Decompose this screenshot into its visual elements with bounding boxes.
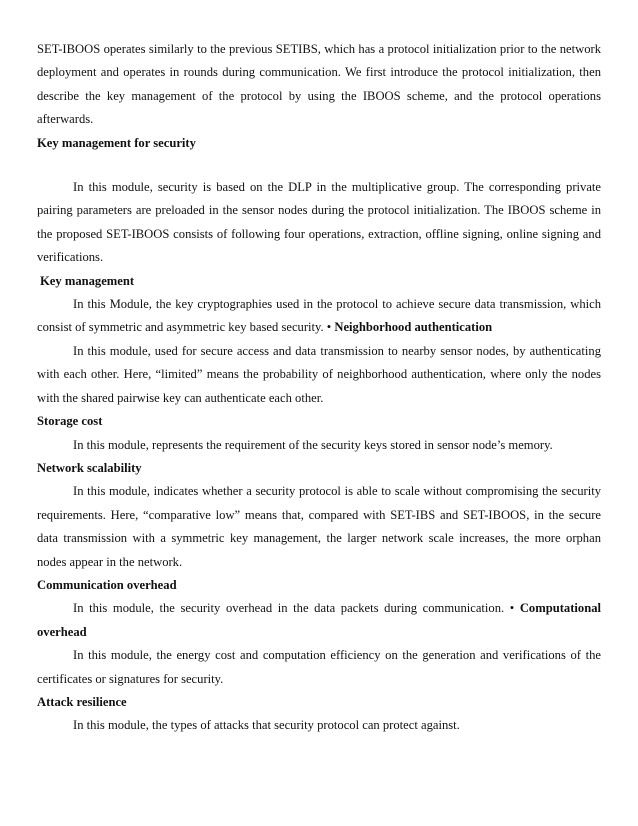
heading-network-scalability: Network scalability <box>37 460 142 475</box>
spacer <box>37 155 601 176</box>
intro-paragraph: SET-IBOOS operates similarly to the previous SETIBS, which has a protocol initialization prior to the network deployment and operates in rounds during communication. We first introduce the protocol initialization, then describe the key management of the protocol by using the IBOOS scheme, and the protocol operations afterwards. <box>37 42 601 127</box>
paragraph-neighborhood-authentication: In this module, used for secure access and data transmission to nearby sensor nodes, by authenticating with each other. Here, “limited” means the probability of neighborhood authentication, where only the nodes with the shared pairwise key can authenticate each other. <box>37 343 601 405</box>
heading-communication-overhead: Communication overhead <box>37 577 177 592</box>
paragraph-communication-overhead-text: In this module, the security overhead in the data packets during communication. • <box>73 601 515 616</box>
heading-storage-cost: Storage cost <box>37 414 103 429</box>
paragraph-computational-overhead: In this module, the energy cost and computation efficiency on the generation and verifications of the certificates or signatures for security. <box>37 648 601 686</box>
heading-computational-overhead: Computational overhead <box>37 601 601 639</box>
paragraph-communication-overhead <box>37 597 601 644</box>
document-page <box>37 38 601 738</box>
paragraph-storage-cost: In this module, represents the requirement of the security keys stored in sensor node’s memory. <box>73 437 553 452</box>
heading-attack-resilience: Attack resilience <box>37 694 127 709</box>
paragraph-network-scalability: In this module, indicates whether a security protocol is able to scale without compromising the security requirements. Here, “comparative low” means that, compared with SET-IBS and SET-IBOOS, in the secure data transmission with a symmetric key management, the larger network scale increases, the more orphan nodes appear in the network. <box>37 484 601 569</box>
paragraph-key-management <box>37 293 601 340</box>
heading-key-management-for-security: Key management for security <box>37 135 196 150</box>
paragraph-key-management-text: In this Module, the key cryptographies used in the protocol to achieve secure data transmission, which consist of symmetric and asymmetric key based security. • <box>37 297 601 335</box>
paragraph-attack-resilience: In this module, the types of attacks that security protocol can protect against. <box>73 718 460 733</box>
paragraph-key-management-for-security: In this module, security is based on the DLP in the multiplicative group. The corresponding private pairing parameters are preloaded in the sensor nodes during the protocol initialization. The IBOOS scheme in the proposed SET-IBOOS consists of following four operations, extraction, offline signing, online signing and verifications. <box>37 180 601 265</box>
heading-neighborhood-authentication: Neighborhood authentication <box>334 320 493 335</box>
heading-key-management: Key management <box>40 273 135 288</box>
